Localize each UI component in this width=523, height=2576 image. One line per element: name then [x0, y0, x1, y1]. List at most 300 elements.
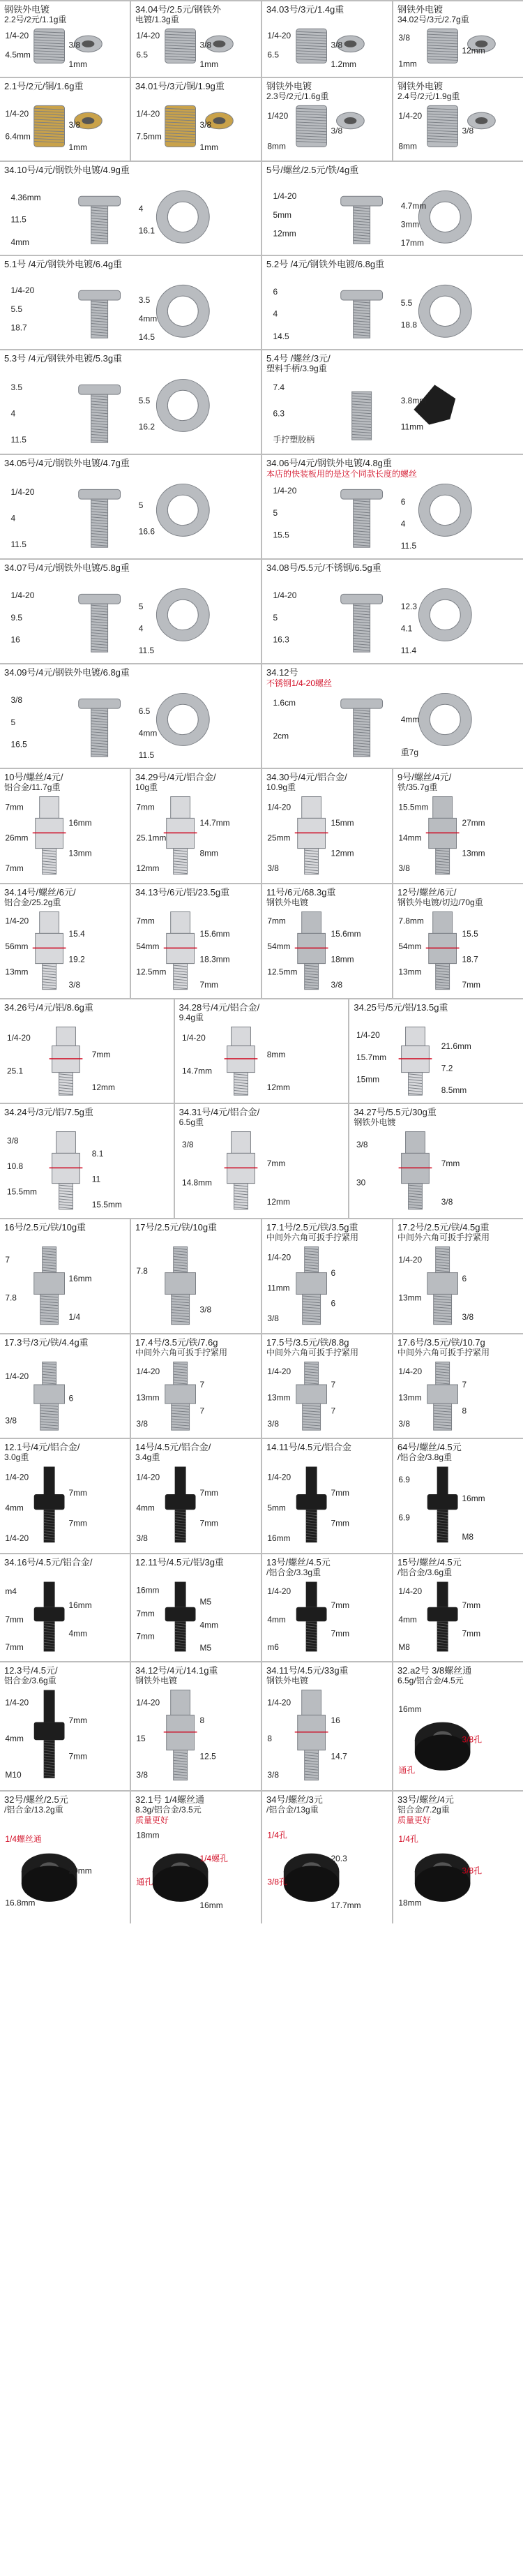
dimension-label: 16mm: [267, 1533, 291, 1544]
dimension-label: 7mm: [5, 802, 24, 812]
product-row: [0, 1103, 523, 1218]
dimension-label: 6.9: [398, 1512, 410, 1523]
product-subtitle: 6.5g重: [179, 1117, 204, 1127]
product-illustration: [0, 455, 261, 558]
product-photo: [224, 1132, 257, 1209]
dimension-label: 7mm: [462, 1600, 481, 1610]
dimension-label: 4mm: [267, 1614, 286, 1625]
dimension-label: 3/8: [136, 1533, 148, 1544]
dimension-label: 4: [10, 513, 16, 523]
product-photo: [341, 588, 471, 652]
product-subtitle: 中间外六角可扳手拧紧用: [266, 1233, 359, 1242]
product-subtitle: 6.5g/铝合金/4.5元: [397, 1676, 464, 1685]
dimension-label: 16.5: [10, 739, 27, 750]
dimension-label: 7: [331, 1406, 336, 1416]
product-cell: [0, 769, 131, 883]
product-cell: [393, 1554, 523, 1661]
product-row: [0, 77, 523, 161]
product-photo: [427, 1581, 458, 1651]
dimension-label: 3/8: [441, 1197, 453, 1207]
product-title: [397, 887, 519, 907]
product-cell: [393, 1662, 523, 1790]
product-title-line: 17.4号/3.5元/铁/7.6g: [135, 1337, 218, 1348]
product-title-line: 钢铁外电镀: [397, 4, 444, 15]
dimension-label: 8: [199, 1715, 205, 1726]
dimension-label: 1/4-20: [5, 1472, 29, 1482]
dimension-label: 7: [462, 1380, 467, 1390]
dimension-label: 7: [331, 1380, 336, 1390]
product-photo: [165, 1467, 196, 1543]
dimension-label: 1/4-20: [136, 1697, 160, 1708]
dimension-label: 12.5mm: [136, 967, 167, 977]
product-title: [4, 4, 126, 24]
product-photo: [427, 29, 496, 63]
product-subtitle: 钢铁外电镀: [266, 1676, 309, 1685]
dimension-label: 5.5: [400, 298, 413, 308]
product-illustration: [0, 162, 261, 255]
product-photo: [34, 105, 103, 147]
product-title-line: 12.3号/4.5元/: [4, 1665, 58, 1676]
product-photo: [79, 484, 209, 547]
dimension-label: 6.9: [398, 1475, 410, 1485]
dimension-label: 11mm: [267, 1283, 290, 1293]
dimension-label: 3/8孔: [462, 1734, 483, 1745]
dimension-label: 14.7mm: [181, 1066, 212, 1076]
product-cell: [393, 1219, 523, 1333]
dimension-label: 1/4孔: [398, 1834, 418, 1845]
dimension-label: 3.5: [10, 382, 23, 393]
product-illustration: [262, 162, 523, 255]
dimension-label: M5: [199, 1597, 212, 1607]
dimension-label: 7mm: [462, 1628, 481, 1639]
dimension-label: 5.5: [10, 304, 23, 314]
product-cell: [0, 560, 262, 663]
dimension-label: 1/4-20: [5, 1371, 29, 1382]
product-cell: [0, 455, 262, 558]
product-photo: [22, 1854, 77, 1902]
product-photo: [79, 285, 209, 338]
product-photo: [79, 191, 209, 244]
product-photo: [33, 912, 66, 990]
product-cell: [0, 664, 262, 768]
dimension-label: 1/4-20: [5, 109, 29, 119]
product-title-line: 13号/螺丝/4.5元: [266, 1557, 331, 1568]
dimension-label: 1/4-20: [5, 31, 29, 40]
dimension-label: 5: [273, 612, 278, 623]
product-cell: [262, 1792, 393, 1923]
product-photo: [399, 1027, 432, 1095]
dimension-label: 3/8: [199, 40, 212, 50]
dimension-label: 1/4: [68, 1312, 81, 1323]
dimension-label: 1/4-20: [6, 1033, 31, 1043]
product-subtitle: /铝合金/3.8g重: [397, 1452, 453, 1462]
dimension-label: 1/420: [267, 111, 289, 121]
product-subtitle: 钢铁外电镀/切边/70g重: [397, 898, 483, 907]
product-cell: [393, 1, 523, 77]
dimension-label: 8mm: [267, 141, 286, 151]
dimension-label: 13mm: [398, 1392, 422, 1403]
dimension-label: 6.3: [273, 408, 285, 419]
product-title: [135, 1442, 257, 1462]
product-title-line: 钢铁外电镀: [266, 81, 312, 91]
dimension-label: 14.7mm: [199, 818, 230, 828]
dimension-label: 7mm: [5, 1614, 24, 1625]
product-cell: [262, 884, 393, 998]
dimension-label: 7.8: [5, 1293, 17, 1303]
dimension-label: 3mm: [400, 219, 420, 230]
dimension-label: 7mm: [267, 916, 286, 926]
dimension-label: 1/4-20: [181, 1033, 206, 1043]
dimension-label: 1/4-20: [10, 487, 35, 498]
dimension-label: 1/4-20: [267, 1586, 291, 1597]
product-photo: [79, 588, 209, 652]
product-subtitle: 铝合金/11.7g重: [4, 782, 61, 792]
product-cell: [0, 1219, 131, 1333]
product-title-line: 34.25号/5元/铝/13.5g重: [354, 1002, 448, 1013]
dimension-label: 1/4-20: [356, 1030, 381, 1041]
product-title: [4, 1442, 126, 1462]
dimension-label: 7mm: [331, 1488, 350, 1498]
dimension-label: 21.6mm: [441, 1041, 472, 1052]
product-cell: [393, 884, 523, 998]
product-photo: [426, 912, 460, 990]
product-title: [4, 1107, 169, 1117]
product-illustration: [131, 1219, 261, 1333]
product-cell: [131, 1439, 262, 1553]
dimension-label: 18mm: [331, 954, 354, 965]
dimension-label: 18.8: [400, 320, 417, 330]
dimension-label: 26mm: [5, 833, 29, 843]
product-subtitle: 8.3g/铝合金/3.5元: [135, 1805, 202, 1815]
dimension-label: 7.8mm: [398, 916, 424, 926]
product-title: [266, 1665, 388, 1685]
dimension-label: 3/8: [356, 1140, 368, 1150]
product-title-line: 34.01号/3元/铜/1.9g重: [135, 81, 225, 91]
dimension-label: 6: [68, 1393, 74, 1404]
dimension-label: M10: [5, 1770, 22, 1780]
product-photo: [34, 1467, 65, 1543]
product-cell: [131, 78, 262, 161]
product-cell: [0, 1439, 131, 1553]
dimension-label: 14.7: [331, 1751, 347, 1762]
product-title-line: 5.3号 /4元/钢铁外电镀/5.3g重: [4, 353, 123, 364]
dimension-label: 通孔: [136, 1877, 153, 1887]
product-cell: [0, 1104, 175, 1218]
product-illustration: [0, 1219, 130, 1333]
dimension-label: 4mm: [138, 728, 158, 738]
dimension-label: M8: [462, 1532, 474, 1542]
product-cell: [131, 1662, 262, 1790]
dimension-label: 7.2: [441, 1063, 453, 1073]
product-cell: [262, 162, 523, 255]
dimension-label: 16.1: [138, 225, 155, 236]
product-title-line: 34.31号/4元/铝合金/: [179, 1107, 260, 1117]
dimension-label: 3/8: [199, 119, 212, 130]
dimension-label: 4mm: [5, 1503, 24, 1513]
dimension-label: 14.8mm: [181, 1177, 212, 1188]
product-cell: [262, 1334, 393, 1438]
dimension-label: 11.5: [10, 435, 26, 445]
product-row: [0, 1438, 523, 1553]
dimension-label: 16.6: [138, 526, 155, 537]
dimension-label: 15.7mm: [356, 1052, 387, 1062]
dimension-label: 3/8: [267, 1313, 279, 1324]
dimension-label: 17.7mm: [331, 1900, 361, 1911]
product-title: [266, 259, 519, 269]
product-cell: [0, 350, 262, 454]
dimension-label: 15.5: [462, 929, 478, 939]
dimension-label: 1/4-20: [136, 1367, 160, 1377]
dimension-label: 6.5: [267, 50, 279, 60]
dimension-label: 3/8: [267, 1419, 279, 1429]
dimension-label: 14.5: [273, 332, 289, 342]
dimension-label: 1/4螺孔: [199, 1853, 228, 1863]
product-title-line: 34.24号/3元/铝/7.5g重: [4, 1107, 93, 1117]
product-title: [266, 563, 519, 573]
product-subtitle: 塑料手柄/3.9g重: [266, 364, 327, 373]
dimension-label: 15.5mm: [91, 1200, 122, 1210]
product-title-line: 17.1号/2.5元/铁/3.5g重: [266, 1222, 358, 1233]
dimension-label: 7: [199, 1380, 205, 1390]
product-illustration: [262, 256, 523, 349]
dimension-label: 9.5: [10, 612, 23, 623]
product-cell: [131, 769, 262, 883]
product-title: [397, 1665, 519, 1685]
dimension-label: 6: [462, 1273, 467, 1283]
dimension-label: 3/8孔: [462, 1866, 483, 1876]
dimension-label: 16: [10, 634, 20, 645]
dimension-label: 8: [267, 1733, 273, 1743]
dimension-label: 4mm: [199, 1620, 219, 1630]
dimension-label: 16.3: [273, 634, 289, 645]
dimension-label: 1/4-20: [5, 916, 29, 926]
product-cell: [262, 664, 523, 768]
dimension-label: 5.5: [138, 396, 151, 405]
product-title-line: 17.6号/3.5元/铁/10.7g: [397, 1337, 485, 1348]
dimension-label: 15.6mm: [331, 929, 361, 939]
product-subtitle: 中间外六角可扳手拧紧用: [266, 1348, 359, 1357]
product-cell: [262, 1554, 393, 1661]
product-illustration: [262, 560, 523, 663]
dimension-label: 4mm: [136, 1503, 155, 1513]
dimension-label: 3/8: [267, 1770, 279, 1780]
product-cell: [262, 455, 523, 558]
dimension-label: 16.2: [138, 422, 155, 432]
dimension-label: 16mm: [68, 1600, 92, 1610]
product-illustration: [0, 1104, 174, 1218]
product-row: [0, 1333, 523, 1438]
product-illustration: [0, 664, 261, 768]
product-title: [266, 667, 519, 678]
dimension-label: 14.5: [138, 332, 155, 343]
dimension-label: 7mm: [5, 863, 24, 874]
dimension-label: 7mm: [199, 1488, 219, 1498]
product-photo: [296, 105, 365, 147]
product-title-line: 17.2号/2.5元/铁/4.5g重: [397, 1222, 490, 1233]
product-title-line: 14.11号/4.5元/铝合金: [266, 1442, 351, 1452]
product-subtitle: 中间外六角可扳手拧紧用: [397, 1233, 490, 1242]
product-subtitle: 3.4g重: [135, 1452, 160, 1462]
dimension-label: 7.4: [273, 382, 285, 393]
product-title-line: 16号/2.5元/铁/10g重: [4, 1222, 86, 1233]
dimension-label: 1mm: [68, 142, 88, 153]
product-title: [266, 1337, 388, 1357]
product-photo: [165, 1247, 196, 1325]
dimension-label: 11.5: [138, 646, 155, 656]
dimension-label: 19.2: [68, 954, 85, 965]
product-cell: [0, 999, 175, 1103]
product-cell: [0, 162, 262, 255]
dimension-label: 3/8: [398, 33, 410, 43]
dimension-label: 1/4-20: [267, 31, 291, 40]
product-title: [354, 1002, 519, 1013]
product-title-line: 34.26号/4元/铝/8.6g重: [4, 1002, 93, 1013]
dimension-label: 7mm: [441, 1158, 460, 1168]
dimension-label: 7.5mm: [136, 131, 162, 142]
product-title-line: 2.1号/2元/铜/1.6g重: [4, 81, 84, 91]
product-row: [0, 768, 523, 883]
product-title-line: 14号/4.5元/铝合金/: [135, 1442, 211, 1452]
product-photo: [165, 1581, 196, 1651]
product-photo: [427, 1467, 458, 1543]
product-photo: [164, 912, 197, 990]
product-photo: [34, 1247, 65, 1325]
product-title: [179, 1107, 344, 1127]
dimension-label: 13mm: [68, 848, 92, 858]
product-title-line: 34.04号/2.5元/钢铁外: [135, 4, 221, 15]
product-title: [266, 165, 519, 175]
product-photo: [165, 1362, 196, 1430]
product-subtitle: /铝合金/3.3g重: [266, 1568, 321, 1577]
product-photo: [50, 1027, 83, 1095]
product-subtitle: 中间外六角可扳手拧紧用: [135, 1348, 228, 1357]
dimension-label: 18mm: [136, 1830, 160, 1840]
product-title: [397, 1794, 519, 1815]
product-illustration: [262, 1439, 392, 1553]
product-title: [179, 1002, 344, 1022]
product-cell: [0, 1334, 131, 1438]
product-subtitle: 铝合金/3.6g重: [4, 1676, 56, 1685]
product-row: [0, 1661, 523, 1790]
product-title-line: 34.27号/5.5元/30g重: [354, 1107, 437, 1117]
dimension-label: 13mm: [398, 967, 422, 977]
product-photo: [427, 1247, 458, 1325]
product-title-line: 34.12号/4元/14.1g重: [135, 1665, 218, 1676]
product-cell: [131, 884, 262, 998]
dimension-label: 4: [400, 519, 406, 529]
dimension-label: 7mm: [68, 1488, 88, 1498]
product-title-line: 34.10号/4元/钢铁外电镀/4.9g重: [4, 165, 130, 175]
dimension-label: 30: [356, 1177, 366, 1188]
product-cell: [262, 769, 393, 883]
product-title: [4, 353, 257, 364]
product-title-line: 17.3号/3元/铁/4.4g重: [4, 1337, 89, 1348]
dimension-label: M8: [398, 1642, 410, 1653]
dimension-label: 18mm: [398, 1898, 422, 1908]
product-title-line: 34.12号: [266, 667, 298, 678]
product-cell: [262, 1439, 393, 1553]
product-photo: [415, 1722, 471, 1771]
dimension-label: 1/4-20: [398, 1255, 423, 1265]
product-title: [4, 1222, 126, 1233]
dimension-label: 4mm: [10, 237, 30, 248]
dimension-label: 12mm: [331, 848, 354, 858]
dimension-label: 12mm: [462, 45, 485, 56]
product-cell: [262, 256, 523, 349]
product-cell: [349, 1104, 523, 1218]
dimension-label: 1/4-20: [398, 111, 423, 121]
dimension-label: 5: [10, 717, 16, 727]
product-title: [135, 1557, 257, 1568]
dimension-label: 通孔: [398, 1765, 416, 1775]
product-cell: [349, 999, 523, 1103]
dimension-label: 重7g: [400, 747, 418, 758]
product-title: [266, 458, 519, 468]
product-cell: [0, 78, 131, 161]
dimension-label: 7mm: [199, 980, 219, 990]
product-photo: [295, 912, 328, 990]
dimension-label: 1mm: [199, 142, 219, 153]
product-title-line: 34.05号/4元/钢铁外电镀/4.7g重: [4, 458, 130, 468]
product-title-line: 11号/6元/68.3g重: [266, 887, 336, 898]
product-title-line: 34.13号/6元/铝/23.5g重: [135, 887, 230, 898]
dimension-label: 7mm: [136, 802, 155, 812]
product-title: [135, 772, 257, 792]
product-note: 不锈钢1/4-20螺丝: [266, 678, 333, 688]
product-illustration: [0, 999, 174, 1103]
dimension-label: 3/8: [136, 1770, 148, 1780]
product-photo: [34, 1581, 65, 1651]
dimension-label: 4mm: [398, 1614, 417, 1625]
product-illustration: [349, 999, 523, 1103]
product-photo: [295, 1690, 328, 1780]
product-note: 质量更好: [135, 1815, 169, 1825]
product-subtitle: 10g重: [135, 782, 158, 792]
dimension-label: 7mm: [266, 1158, 285, 1168]
product-title: [266, 772, 388, 792]
product-title: [4, 1665, 126, 1685]
product-photo: [296, 29, 365, 63]
dimension-label: 25mm: [267, 833, 291, 843]
dimension-label: 7mm: [199, 1518, 219, 1528]
dimension-label: 11.5: [138, 750, 155, 761]
dimension-label: 15.4: [68, 929, 85, 939]
dimension-label: 16mm: [398, 1704, 422, 1715]
dimension-label: 4.36mm: [10, 193, 41, 203]
product-photo: [427, 105, 496, 147]
product-title: [4, 1794, 126, 1815]
product-cell: [175, 1104, 350, 1218]
dimension-label: 10.8: [6, 1161, 24, 1171]
product-cell: [0, 1554, 131, 1661]
product-photo: [165, 105, 234, 147]
product-cell: [131, 1554, 262, 1661]
dimension-label: 1/4-20: [398, 1586, 423, 1597]
dimension-label: 3/8: [5, 1415, 17, 1426]
dimension-label: 8mm: [199, 848, 219, 858]
dimension-label: 18.3mm: [199, 954, 230, 965]
product-subtitle: /铝合金/13g重: [266, 1805, 319, 1815]
dimension-label: 5mm: [273, 209, 292, 220]
product-title-line: 34.03号/3元/1.4g重: [266, 4, 344, 15]
product-row: [0, 1553, 523, 1661]
product-title-line: 17.5号/3.5元/铁/8.8g: [266, 1337, 349, 1348]
dimension-label: 15mm: [356, 1074, 380, 1085]
dimension-label: 5: [138, 602, 144, 612]
product-photo: [50, 1132, 83, 1209]
dimension-label: 12mm: [91, 1082, 115, 1093]
product-photo: [34, 29, 103, 63]
